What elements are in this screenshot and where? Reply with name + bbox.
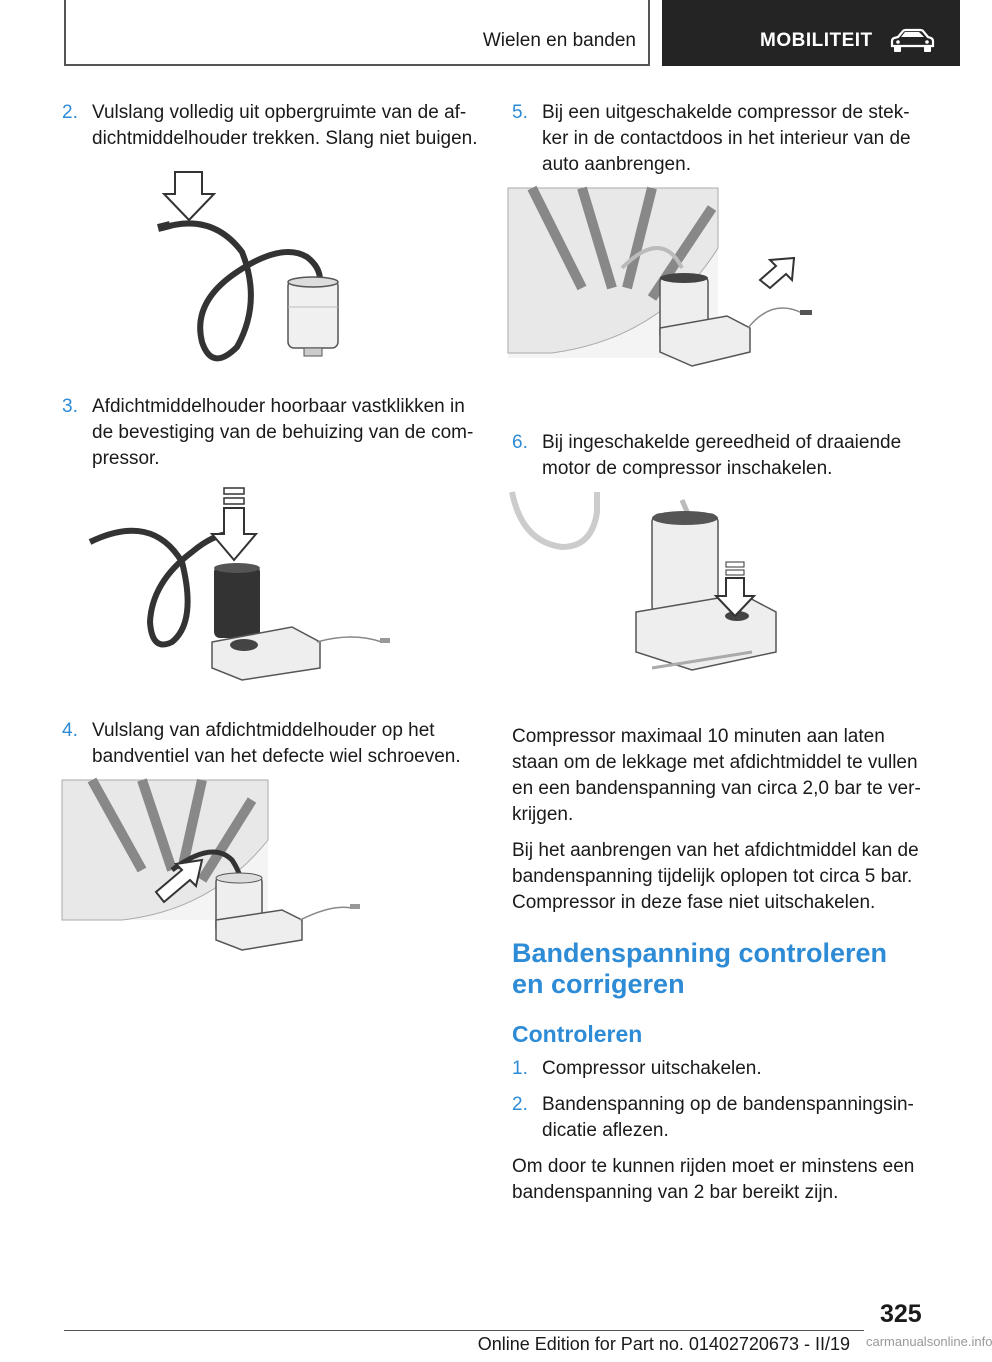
header-divider: [648, 0, 650, 66]
step-item: [62, 100, 482, 152]
header-underline: [64, 64, 650, 66]
hose-extract-illustration: [62, 162, 482, 384]
valve-connect-illustration: [62, 780, 482, 970]
subsection-heading: Controleren: [512, 1021, 643, 1047]
left-column: [62, 100, 482, 970]
chapter-tab[interactable]: [662, 0, 960, 66]
compressor-on-illustration: [512, 492, 924, 714]
edition-label: Online Edition for Part no. 01402720673 - II/19: [477, 1334, 850, 1354]
right-column: [512, 100, 924, 1216]
step-text: Bij een uitgeschakelde compressor de stekker in de contactdoos in het interieur van de auto aanbrengen.: [542, 102, 911, 175]
step-item: [62, 718, 482, 770]
bottle-attach-illustration: [62, 482, 482, 708]
header-divider: [64, 0, 66, 66]
step-item: [512, 100, 924, 178]
step-text: Bandenspanning op de bandenspanningsindicatie aflezen.: [542, 1094, 914, 1141]
step-number: 4.: [62, 720, 78, 741]
section-heading: Bandenspanning controleren en corrigeren: [512, 938, 888, 999]
step-number: 3.: [62, 396, 78, 417]
step-text: Vulslang volledig uit opbergruimte van de afdichtmiddelhouder trekken. Slang niet buigen.: [92, 102, 478, 149]
step-text: Compressor uitschakelen.: [542, 1058, 762, 1079]
car-icon: [888, 28, 936, 54]
body-paragraph: Bij het aanbrengen van het afdichtmiddel kan de bandenspanning tijdelijk oplopen tot circa 5 bar. Compressor in deze fase niet uitschakelen.: [512, 840, 919, 913]
step-text: Bij ingeschakelde gereedheid of draaiende motor de compressor inschakelen.: [542, 432, 902, 479]
step-number: 2.: [62, 102, 78, 123]
body-paragraph: Om door te kunnen rijden moet er minstens een bandenspanning van 2 bar bereikt zijn.: [512, 1156, 915, 1203]
plug-socket-illustration: [512, 188, 924, 412]
page-number: 325: [880, 1300, 922, 1328]
step-number: 1.: [512, 1058, 528, 1079]
step-item: [62, 394, 482, 472]
step-number: 5.: [512, 102, 528, 123]
step-text: Afdichtmiddelhouder hoorbaar vastklikken in de bevestiging van de behuizing van de compressor.: [92, 396, 474, 469]
footer-divider: [64, 1330, 864, 1331]
step-item: [512, 1092, 924, 1144]
chapter-title: MOBILITEIT: [760, 30, 873, 51]
body-paragraph: Compressor maximaal 10 minuten aan laten staan om de lekkage met afdichtmiddel te vullen en een bandenspanning van circa 2,0 bar te verkrijgen.: [512, 726, 921, 825]
step-item: [512, 430, 924, 482]
step-text: Vulslang van afdichtmiddelhouder op het bandventiel van het defecte wiel schroeven.: [92, 720, 461, 767]
step-item: [512, 1056, 924, 1082]
step-number: 6.: [512, 432, 528, 453]
section-title: Wielen en banden: [482, 30, 636, 51]
step-number: 2.: [512, 1094, 528, 1115]
watermark-logo: carmanualsonline.info: [866, 1334, 992, 1349]
edition-text: [0, 1334, 930, 1355]
